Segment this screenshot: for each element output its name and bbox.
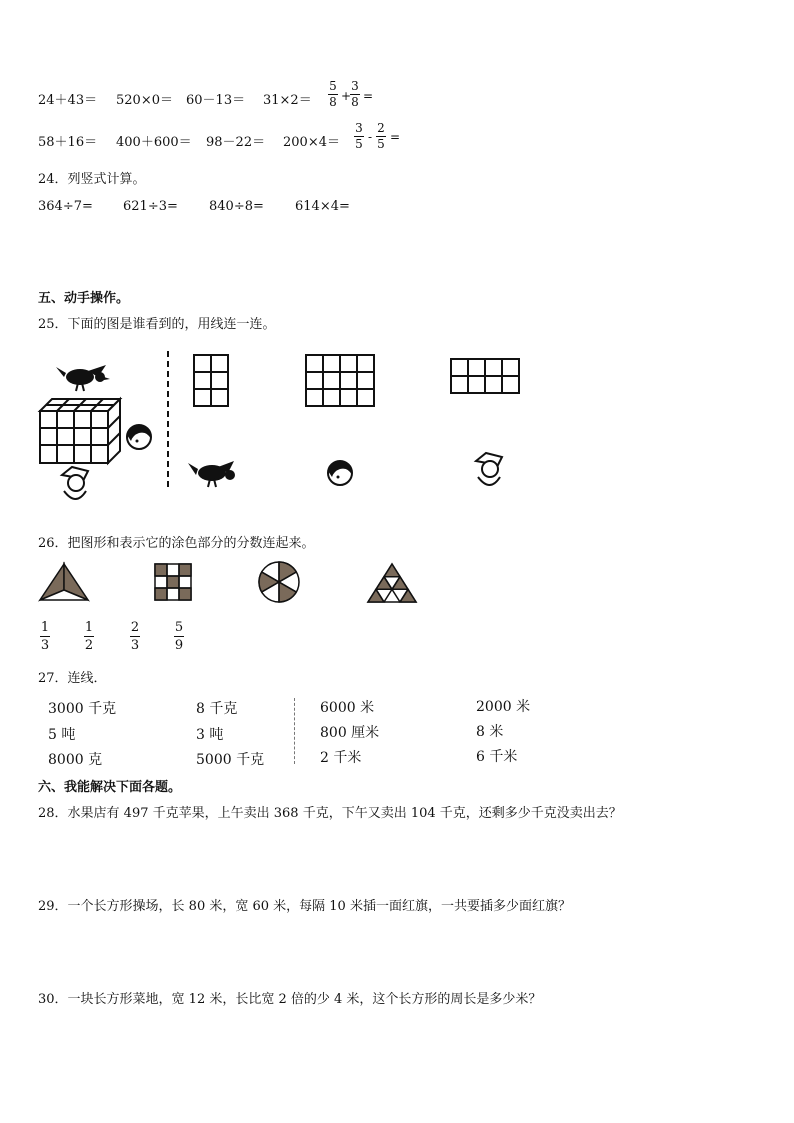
question-title: 24．列竖式计算。	[38, 172, 146, 187]
numerator: 1	[84, 620, 94, 635]
numerator: 2	[130, 620, 140, 635]
calc-item: 60－13＝	[186, 93, 246, 108]
section-title: 六、我能解决下面各题。	[38, 780, 182, 795]
bird-icon	[188, 461, 235, 487]
unit-item: 2 千米	[320, 750, 362, 766]
unit-item: 8 千克	[196, 701, 238, 717]
calc-item: 400＋600＝	[116, 135, 192, 150]
unit-item: 800 厘米	[320, 725, 380, 741]
numerator: 5	[174, 620, 184, 635]
question-title: 27．连线．	[38, 671, 107, 686]
numerator: 2	[377, 121, 385, 135]
calc-item: 98－22＝	[206, 135, 266, 150]
triangle-shape	[40, 564, 88, 600]
calc-item: 520×0＝	[116, 93, 173, 108]
calc-item: 614×4=	[295, 199, 350, 214]
calc-item: 200×4＝	[283, 135, 340, 150]
numerator: 5	[329, 79, 337, 93]
unit-item: 8000 克	[48, 752, 103, 768]
boy-icon	[62, 467, 88, 499]
denominator: 9	[174, 638, 184, 653]
girl-icon	[127, 425, 151, 449]
fraction-option	[174, 620, 184, 653]
question-title: 25．下面的图是谁看到的，用线连一连。	[38, 317, 276, 332]
equals-sign: =	[363, 89, 374, 103]
numerator: 1	[40, 620, 50, 635]
calc-item: 840÷8=	[209, 199, 264, 214]
calc-item: 31×2＝	[263, 93, 312, 108]
plus-sign: +	[341, 89, 352, 103]
unit-item: 2000 米	[476, 699, 531, 715]
word-problem: 28．水果店有 497 千克苹果，上午卖出 368 千克，下午又卖出 104 千克，还剩多少千克没卖出去？	[38, 806, 622, 821]
unit-item: 8 米	[476, 724, 504, 740]
checker-square	[155, 564, 191, 600]
denominator: 8	[351, 95, 359, 109]
unit-item: 5 吨	[48, 727, 76, 743]
fraction	[376, 122, 386, 151]
fraction-option	[130, 620, 140, 653]
cube-stack	[40, 399, 120, 463]
divider	[294, 698, 295, 764]
girl-icon	[328, 461, 352, 485]
unit-item: 6000 米	[320, 700, 375, 716]
nine-triangle-shape	[368, 564, 416, 602]
calc-item: 364÷7=	[38, 199, 93, 214]
fraction	[328, 80, 338, 109]
unit-item: 3 吨	[196, 727, 224, 743]
shaded-shapes	[38, 560, 418, 606]
denominator: 2	[84, 638, 94, 653]
calc-item: 621÷3=	[123, 199, 178, 214]
unit-item: 6 千米	[476, 749, 518, 765]
numerator: 3	[351, 79, 359, 93]
circle-shape	[259, 562, 299, 602]
word-problem: 29．一个长方形操场，长 80 米，宽 60 米，每隔 10 米插一面红旗，一共要插多少面红旗？	[38, 899, 571, 914]
bird-icon	[56, 365, 110, 391]
minus-sign: -	[368, 130, 373, 144]
denominator: 5	[355, 137, 363, 151]
view-grid-4x3	[306, 355, 374, 406]
denominator: 3	[40, 638, 50, 653]
fraction-option	[84, 620, 94, 653]
denominator: 5	[377, 137, 385, 151]
unit-item: 5000 千克	[196, 752, 265, 768]
view-matching-figure	[30, 345, 550, 515]
calc-item: 58＋16＝	[38, 135, 98, 150]
view-grid-2x3	[194, 355, 228, 406]
denominator: 8	[329, 95, 337, 109]
unit-item: 3000 千克	[48, 701, 117, 717]
word-problem: 30．一块长方形菜地，宽 12 米，长比宽 2 倍的少 4 米，这个长方形的周长是多少米？	[38, 992, 542, 1007]
question-title: 26．把图形和表示它的涂色部分的分数连起来。	[38, 536, 315, 551]
denominator: 3	[130, 638, 140, 653]
fraction	[354, 122, 364, 151]
boy-icon	[476, 453, 502, 485]
view-grid-4x2	[451, 359, 519, 393]
calc-item: 24＋43＝	[38, 93, 98, 108]
section-title: 五、动手操作。	[38, 291, 130, 306]
fraction-option	[40, 620, 50, 653]
equals-sign: =	[390, 130, 401, 144]
fraction	[350, 80, 360, 109]
numerator: 3	[355, 121, 363, 135]
